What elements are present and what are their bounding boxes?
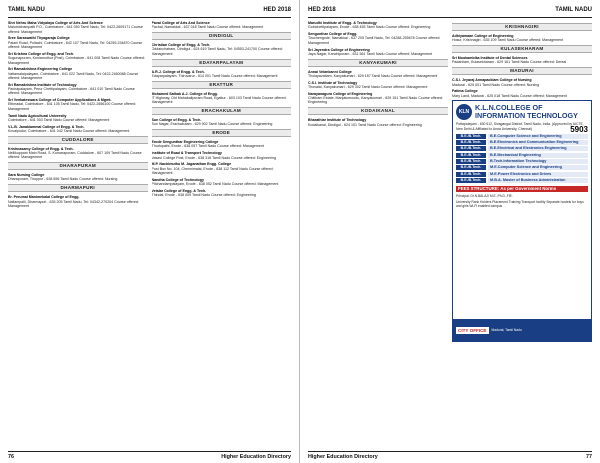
ad-subtitle: Pottapalayam - 630 612, Sivagangai District, Tamil Nadu, India. (Approved by AICTE, New Delhi & Affiliated to Anna University, Chennai)	[456, 122, 584, 131]
institution-name: Mohamed Sathak A.J. College of Engg.	[151, 91, 218, 96]
institution-entry	[8, 36, 148, 49]
ad-header	[453, 101, 591, 122]
institution-name: Velalar College of Engg. & Tech.	[151, 188, 207, 193]
institution-entry	[8, 195, 148, 208]
ad-course-row	[456, 153, 588, 158]
institution-details: Edayarpalayam, Thiruvarur - 614 001 Tamil Nadu Course offered: Management	[151, 73, 278, 78]
institution-entry	[8, 67, 148, 80]
left-header-edition: HED 2018	[263, 7, 291, 13]
institution-entry	[308, 118, 448, 127]
right-column-1	[308, 21, 448, 445]
institution-entry	[452, 56, 592, 65]
institution-details: Vasavi College Post, Erode - 638 316 Tamil Nadu Course offered: Engineering	[151, 155, 276, 160]
institution-entry	[152, 189, 292, 198]
ad-course-row	[456, 172, 588, 177]
institution-entry	[152, 140, 292, 149]
institution-details: Vattamalaipalayam, Coimbatore - 641 022 Tamil Nadu, Tel: 0422-2460088 Course offered: Management	[8, 71, 139, 80]
institution-name: Er. Perumal Manimekalai College of Engg.	[8, 195, 80, 200]
institution-name: Sun College of Engg. & Tech.	[151, 118, 202, 122]
institution-name: Shri Nehru Maha Vidyalaya College of Arts And Science	[8, 21, 103, 25]
institution-details: Madurai - 625 001 Tamil Nadu Course offered: Nursing	[452, 82, 540, 87]
course-degree-tag: B.E./B.Tech.	[456, 178, 486, 183]
institution-name: Annai Velankanni College	[308, 69, 352, 74]
city-section-heading: KODAIKANAL	[308, 107, 448, 115]
city-section-heading: DHARMAPURI	[8, 184, 148, 192]
institution-entry	[152, 70, 292, 79]
institution-name: Nandha College of Technology	[151, 177, 204, 182]
institution-details: Pitchandampalayam, Erode - 638 052 Tamil Nadu Course offered: Management	[151, 182, 279, 186]
institution-entry	[308, 81, 448, 90]
course-degree-tag: B.E./B.Tech.	[456, 172, 486, 177]
institution-details: Gobichettipalayam, Erode - 638 455 Tamil Nadu Course offered: Engineering	[308, 25, 431, 30]
course-name: M.E.Computer Science and Engineering	[488, 165, 588, 170]
institution-name: Sri Ramakrishna Institute of Technology	[8, 82, 77, 87]
fee-structure-banner: FEES STRUCTURE: As per Government Norms	[456, 186, 588, 192]
course-degree-tag: B.E./B.Tech.	[456, 146, 486, 151]
left-page-footer	[8, 451, 291, 460]
institution-entry	[8, 52, 148, 65]
institution-name: M.P. Nachimuthu M. Jaganathan Engg. College	[151, 162, 232, 167]
institution-details: Dharapuram, Tiruppur - 638 656 Tamil Nadu Course offered: Nursing	[8, 177, 118, 182]
city-section-heading: CUDDALORE	[8, 136, 148, 144]
ad-course-row	[456, 146, 588, 151]
institution-details: Sun Nagar, Erachakulam - 629 902 Tamil Nadu Course offered: Engineering	[151, 122, 273, 127]
institution-details: Tiruchengode, Namakkal - 637 205 Tamil Nadu, Tel: 04288-255678 Course offered: Management	[308, 36, 441, 45]
city-office-label: CITY OFFICE	[458, 327, 487, 333]
left-footer-page-number: 76	[8, 454, 14, 460]
course-name: M.E.Power Electronics and Drives	[488, 172, 588, 177]
right-page	[300, 0, 600, 463]
institution-name: Adhiyamaan College of Engineering	[452, 34, 514, 38]
institution-details: Nellikuppam Main Road, S. Kumarapuram, Cuddalore - 607 109 Tamil Nadu Course offered: Management	[8, 151, 142, 160]
institution-name: Erode Sengunthar Engineering College	[151, 140, 219, 145]
institution-details: Pachapalayam, Perur Chettipalayam, Coimbatore - 641 010 Tamil Nadu Course offered: Management	[8, 87, 135, 96]
institution-name: Sara Nursing College	[8, 173, 45, 178]
institution-name: Sri Jayendra College of Engineering	[308, 47, 370, 52]
institution-details: Post Box No. 104, Chennimalai, Erode - 638 112 Tamil Nadu Course offered: Management	[151, 166, 274, 175]
institution-entry	[452, 34, 592, 43]
institution-entry	[152, 162, 292, 175]
course-name: B.E.Electrical and Electronics Engineering	[488, 146, 588, 151]
city-office-bar	[453, 319, 591, 341]
left-column-2	[152, 21, 292, 445]
right-page-columns	[308, 21, 592, 445]
left-page-columns	[8, 21, 291, 445]
institution-entry	[152, 151, 292, 160]
institution-details: Ettimadai, Coimbatore - 641 105 Tamil Nadu, Tel: 0422-2656100 Course offered: Management	[8, 102, 137, 111]
institution-name: C.S.I. Institute of Technology	[308, 80, 358, 85]
institution-name: Sri Venkateswara College of Computer Applications & Mgmt.	[8, 98, 112, 103]
right-page-footer	[308, 451, 592, 460]
institution-details: Thovalai, Kanyakumari - 629 302 Tamil Nadu Course offered: Management	[308, 85, 428, 89]
city-section-heading: MADURAI	[452, 67, 592, 75]
institution-details: Nallampalli, Dharmapuri - 635 205 Tamil Nadu, Tel: 04342-270204 Course offered: Management	[8, 199, 139, 208]
institution-name: Sree Saraswathi Thyagaraja College	[8, 36, 70, 41]
institution-name: C.S.I. Jeyaraj Annapackiam College of Nursing	[452, 78, 532, 83]
right-column-2	[452, 21, 592, 445]
institution-entry	[8, 98, 148, 111]
city-section-heading: ERATTUR	[152, 81, 292, 89]
city-section-heading: DHARAPURAM	[8, 162, 148, 170]
right-column-2-listings	[452, 23, 592, 98]
city-section-heading: ERACHAKULAM	[152, 107, 292, 115]
right-header-state: TAMIL NADU	[555, 7, 592, 13]
institution-entry	[8, 114, 148, 123]
ad-course-row	[456, 159, 588, 164]
course-name: M.B.A. Master of Business Administration	[488, 178, 588, 183]
institution-entry	[8, 83, 148, 96]
institution-name: Sri Krishna College of Engg. and Tech.	[8, 51, 75, 56]
ad-course-row	[456, 178, 588, 183]
institution-entry	[308, 92, 448, 105]
city-section-heading: KRISHNAGIRI	[452, 23, 592, 31]
institution-details: Coimbatore - 641 003 Tamil Nadu Course offered: Management	[8, 117, 110, 122]
institution-entry	[308, 21, 448, 30]
left-header-state: TAMIL NADU	[8, 7, 45, 13]
institution-details: Kodaikanal, Dindigul - 624 101 Tamil Nadu Course offered: Engineering	[308, 122, 422, 127]
right-header-edition: HED 2018	[308, 7, 336, 13]
left-column-1	[8, 21, 148, 445]
institution-name: Krishnasamy College of Engg. & Tech.	[8, 146, 74, 151]
institution-name: Marudhi Institute of Engg. & Technology	[308, 21, 377, 25]
institution-entry	[152, 92, 292, 105]
course-degree-tag: B.E./B.Tech.	[456, 153, 486, 158]
institution-entry	[152, 43, 292, 56]
right-footer-page-number: 77	[586, 454, 592, 460]
institution-name: Pavai College of Arts And Science	[151, 21, 210, 25]
city-section-heading: KULASEKHARAM	[452, 45, 592, 53]
course-name: B.E.Electronics and Communication Engineering	[488, 140, 588, 145]
ad-body-text: University Rank Holders Placement Training Transport facility Separate hostels for boys and girls Wi-Fi enabled campus	[456, 199, 584, 208]
course-degree-tag: B.E./B.Tech.	[456, 159, 486, 164]
institution-details: Pachal, Namakkal - 637 018 Tamil Nadu Course offered: Management	[151, 25, 264, 30]
institution-name: Tamil Nadu Agricultural University	[8, 113, 67, 118]
institution-entry	[308, 70, 448, 79]
city-section-heading: KANYAKUMARI	[308, 59, 448, 67]
city-section-heading: DINDIGUL	[152, 32, 292, 40]
course-degree-tag: B.E./B.Tech.	[456, 165, 486, 170]
institution-name: Christian College of Engg. & Tech.	[151, 43, 211, 48]
institution-name: Bharathiar Institute of Technology	[308, 118, 367, 123]
institution-details: Kovaipudur, Coimbatore - 641 042 Tamil Nadu Course offered: Management	[8, 128, 130, 133]
institution-name: Narayanaguru College of Engineering	[308, 91, 373, 96]
institution-entry	[452, 89, 592, 98]
institution-details: Sugunapuram, Kuniamuthur (Post), Coimbatore - 641 008 Tamil Nadu Course offered: Management	[8, 56, 145, 65]
course-name: B.E.Computer Science and Engineering	[488, 134, 588, 139]
right-footer-title: Higher Education Directory	[308, 454, 378, 460]
institution-name: Fatima College	[452, 89, 478, 94]
institution-entry	[452, 78, 592, 87]
course-name: B.E.Mechanical Engineering	[488, 153, 588, 158]
institution-details: Chittiram Estate, Manjalumoodu, Kanyakumari - 629 151 Tamil Nadu Course offered: Engineering	[308, 96, 443, 105]
institution-details: Palani Road, Pollachi, Coimbatore - 642 107 Tamil Nadu, Tel: 04259-234870 Course offered: Management	[8, 40, 143, 50]
course-degree-tag: B.E./B.Tech.	[456, 134, 486, 139]
institution-entry	[8, 173, 148, 182]
counselling-code: 5903	[570, 125, 588, 135]
institution-entry	[308, 32, 448, 45]
institution-entry	[8, 21, 148, 34]
institution-name: Sri Ramakrishna Engineering College	[8, 67, 73, 72]
institution-details: Thindal, Erode - 638 009 Tamil Nadu Course offered: Engineering	[151, 193, 256, 198]
institution-entry	[152, 178, 292, 187]
institution-details: Malumichampatti P.O., Coimbatore - 641 050 Tamil Nadu, Tel: 0422-2609171 Course offered: Management	[8, 25, 143, 34]
college-logo: KLN	[456, 104, 472, 120]
institution-entry	[308, 48, 448, 57]
ad-course-row	[456, 140, 588, 145]
right-page-header	[308, 5, 592, 18]
ad-course-list	[456, 134, 588, 183]
institution-details: Hosur, Krishnagiri - 635 109 Tamil Nadu Course offered: Management	[452, 38, 564, 43]
institution-details: Thudupathi, Erode - 638 057 Tamil Nadu Course offered: Management	[151, 144, 264, 149]
city-section-heading: EDAYARPALAYAM	[152, 59, 292, 67]
institution-entry	[152, 118, 292, 127]
left-page-header	[8, 5, 291, 18]
left-footer-title: Higher Education Directory	[221, 454, 291, 460]
institution-name: V.L.B. Janakiammal College of Engg. & Tech.	[8, 124, 85, 129]
institution-details: IT Highway, Old Mahabalipuram Road, Egattur - 603 103 Tamil Nadu Course offered: Management	[151, 95, 287, 105]
city-office-address: Madurai, Tamil Nadu	[491, 328, 522, 333]
city-section-heading: ERODE	[152, 129, 292, 137]
kln-college-advertisement	[452, 100, 592, 342]
institution-details: Tholayavattam, Kanyakumari - 629 157 Tamil Nadu Course offered: Management	[308, 73, 438, 78]
institution-details: Jaya Nagar, Kanchipuram - 631 561 Tamil Nadu Course offered: Management	[308, 51, 433, 56]
course-degree-tag: B.E./B.Tech.	[456, 140, 486, 145]
institution-name: Institute of Road & Transport Technology	[151, 151, 222, 156]
institution-entry	[8, 147, 148, 160]
institution-name: Sengunthar College of Engg.	[308, 32, 358, 37]
institution-entry	[8, 125, 148, 134]
institution-details: Mary Land, Madurai - 625 018 Tamil Nadu Course offered: Management	[452, 93, 567, 98]
institution-entry	[152, 21, 292, 30]
institution-details: Oddanchatram, Dindigul - 624 619 Tamil Nadu, Tel: 04553-241700 Course offered: Management	[151, 47, 283, 56]
ad-course-row	[456, 165, 588, 170]
institution-details: Padanilam, Kulasekharam - 629 161 Tamil Nadu Course offered: Dental	[452, 60, 567, 65]
course-name: B.Tech.Information Technology	[488, 159, 588, 164]
institution-name: Sri Mookambika Institute of Dental Sciences	[452, 56, 528, 61]
principal-name: Principal: Dr.N.BALAJI M.E.,Ph.D.,FIE.	[456, 193, 513, 198]
ad-title: K.L.N.COLLEGE OF INFORMATION TECHNOLOGY	[475, 103, 578, 121]
institution-name: A.R.J. College of Engg. & Tech.	[151, 69, 205, 74]
ad-course-row	[456, 134, 588, 139]
